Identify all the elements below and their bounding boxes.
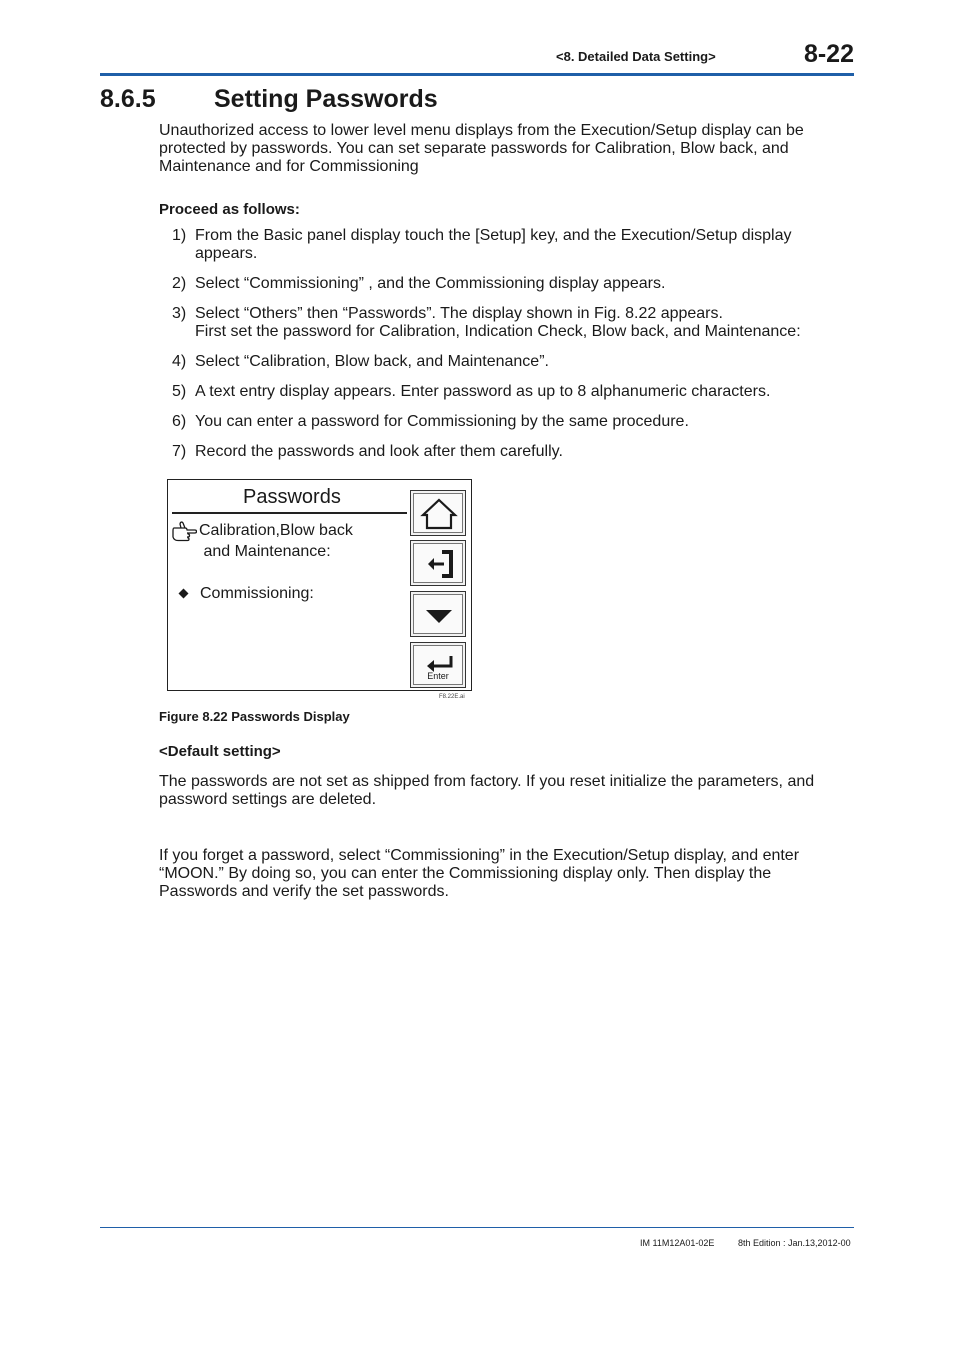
intro-line: Maintenance and for Commissioning <box>159 158 419 175</box>
down-arrow-icon <box>411 592 467 638</box>
paragraph-line: Passwords and verify the set passwords. <box>159 883 449 900</box>
diamond-bullet-icon <box>178 588 189 599</box>
step-line: appears. <box>195 245 258 262</box>
step-number: 2) <box>172 275 187 292</box>
step-number: 1) <box>172 227 187 244</box>
down-button[interactable] <box>410 591 466 637</box>
commissioning-menu-item[interactable]: Commissioning: <box>200 585 314 602</box>
step-text <box>195 305 835 341</box>
step-text <box>195 383 835 401</box>
step-line: Select “Others” then “Passwords”. The display shown in Fig. 8.22 appears. <box>195 305 723 322</box>
section-number: 8.6.5 <box>100 85 156 113</box>
paragraph-line: The passwords are not set as shipped from factory. If you reset initialize the parameters, and <box>159 773 815 790</box>
procedure-heading: Proceed as follows: <box>159 201 300 218</box>
enter-icon <box>411 643 467 689</box>
step-line: Record the passwords and look after them carefully. <box>195 443 563 460</box>
footer-divider <box>100 1227 854 1228</box>
paragraph-line: password settings are deleted. <box>159 791 377 808</box>
step-text <box>195 443 835 461</box>
exit-button[interactable] <box>410 540 466 586</box>
calibration-menu-item[interactable] <box>199 520 399 562</box>
step-line: Select “Commissioning” , and the Commissioning display appears. <box>195 275 666 292</box>
panel-title: Passwords <box>243 486 341 508</box>
step-line: Select “Calibration, Blow back, and Maintenance”. <box>195 353 549 370</box>
panel-title-underline <box>172 512 407 514</box>
step-line: A text entry display appears. Enter password as up to 8 alphanumeric characters. <box>195 383 771 400</box>
document-id: IM 11M12A01-02E <box>640 1238 715 1248</box>
step-text <box>195 353 835 371</box>
pointing-hand-icon <box>171 520 197 542</box>
intro-paragraph <box>159 122 831 176</box>
step-text <box>195 413 835 431</box>
step-line: From the Basic panel display touch the [Setup] key, and the Execution/Setup display <box>195 227 792 244</box>
figure-file-tag: F8.22E.ai <box>439 694 465 700</box>
step-number: 4) <box>172 353 187 370</box>
step-text <box>195 275 835 293</box>
default-setting-heading: <Default setting> <box>159 743 281 760</box>
paragraph-line: “MOON.” By doing so, you can enter the Commissioning display only. Then display the <box>159 865 772 882</box>
intro-line: protected by passwords. You can set separate passwords for Calibration, Blow back, and <box>159 140 789 157</box>
step-line: First set the password for Calibration, Indication Check, Blow back, and Maintenance: <box>195 323 801 340</box>
default-setting-paragraph <box>159 773 831 809</box>
exit-icon <box>411 541 467 587</box>
running-header: <8. Detailed Data Setting> <box>556 49 716 64</box>
step-line: You can enter a password for Commissioning by the same procedure. <box>195 413 689 430</box>
maintenance-line: and Maintenance: <box>199 543 331 560</box>
header-divider <box>100 73 854 76</box>
step-number: 6) <box>172 413 187 430</box>
step-number: 7) <box>172 443 187 460</box>
enter-button[interactable] <box>410 642 466 688</box>
calibration-line: Calibration,Blow back <box>199 522 353 539</box>
step-text <box>195 227 835 263</box>
figure-caption: Figure 8.22 Passwords Display <box>159 709 350 724</box>
page-number: 8-22 <box>803 40 854 68</box>
edition-info: 8th Edition : Jan.13,2012-00 <box>738 1238 851 1248</box>
home-icon <box>411 491 467 537</box>
intro-line: Unauthorized access to lower level menu displays from the Execution/Setup display can be <box>159 122 804 139</box>
step-number: 3) <box>172 305 187 322</box>
step-number: 5) <box>172 383 187 400</box>
forgotten-password-paragraph <box>159 847 831 901</box>
section-title: Setting Passwords <box>214 85 438 113</box>
enter-button-label: Enter <box>427 671 449 681</box>
paragraph-line: If you forget a password, select “Commissioning” in the Execution/Setup display, and enter <box>159 847 800 864</box>
home-button[interactable] <box>410 490 466 536</box>
